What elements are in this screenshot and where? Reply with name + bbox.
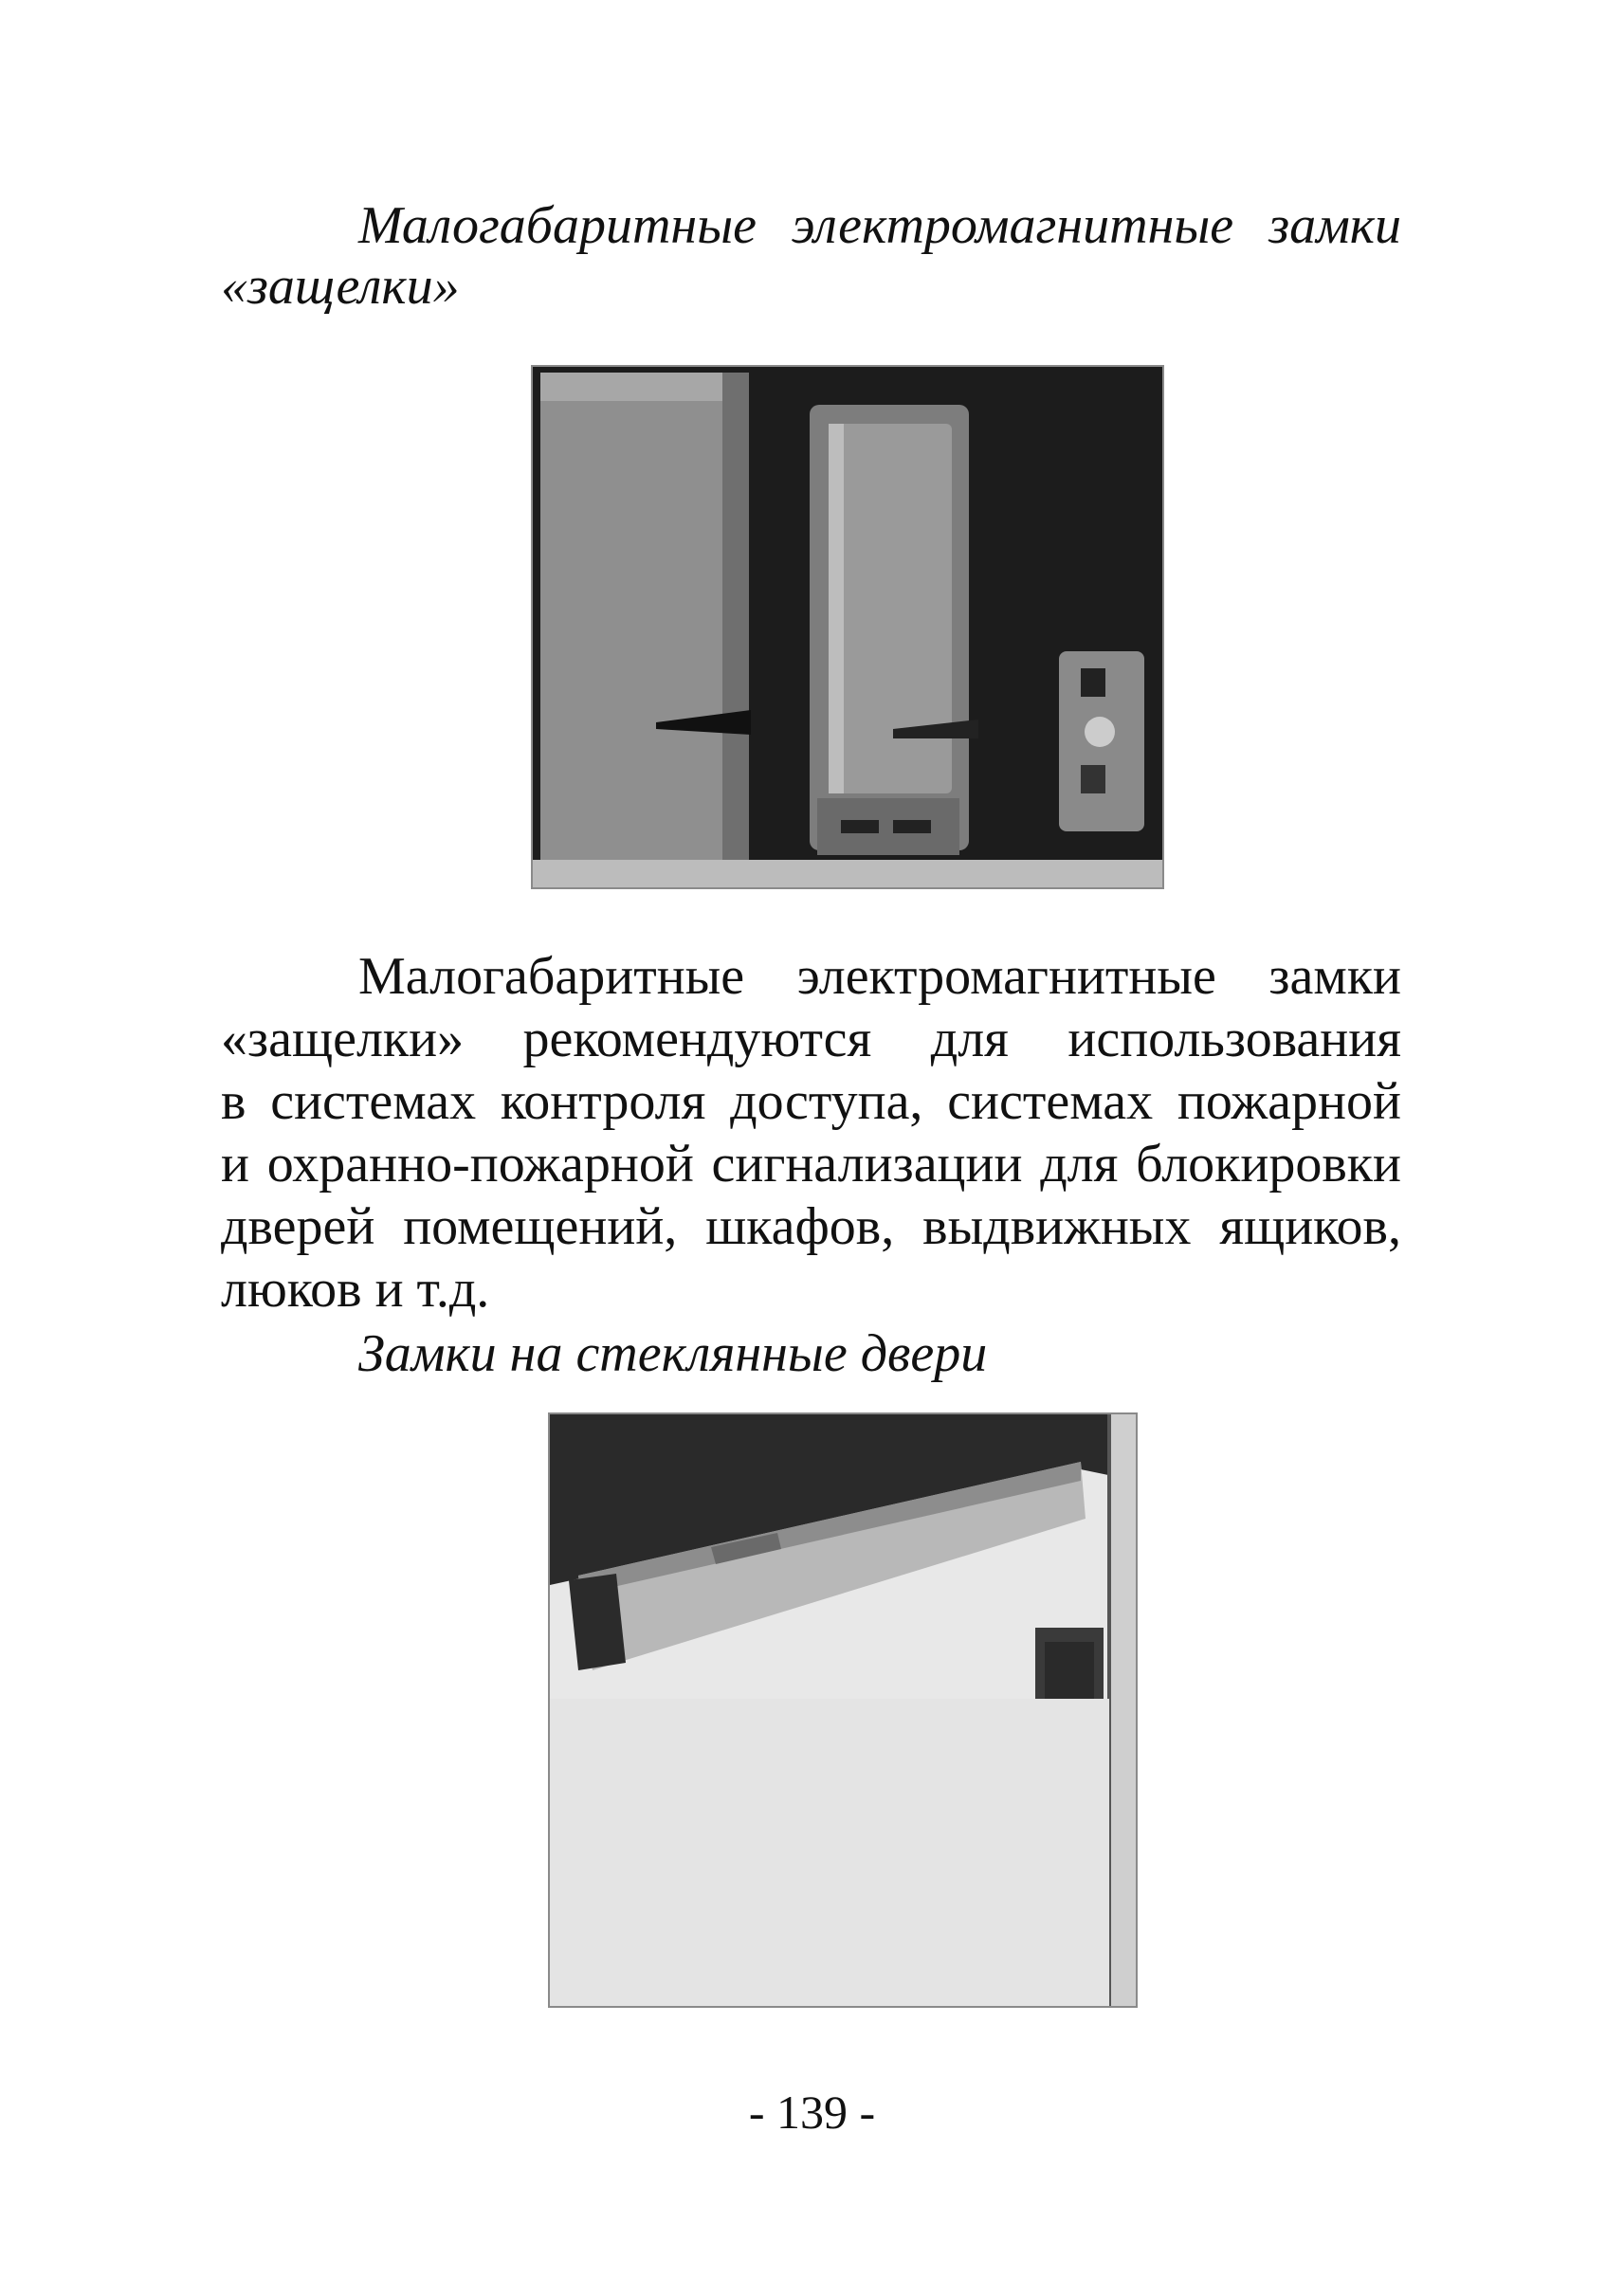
paragraph-word: системах [947, 1072, 1154, 1131]
heading-latch-locks-line-2: «защелки» [221, 257, 460, 316]
paragraph-word: системах [270, 1072, 477, 1131]
paragraph-line-1 [358, 946, 1401, 1007]
paragraph-word: помещений, [403, 1197, 678, 1256]
paragraph-word: «защелки» [221, 1010, 465, 1068]
paragraph-word: в [221, 1072, 246, 1131]
glass-door-lock-photo-image [550, 1414, 1136, 2006]
paragraph-word: выдвижных [922, 1197, 1192, 1256]
paragraph-word: доступа, [730, 1072, 923, 1131]
paragraph-word: сигнализации [711, 1135, 1023, 1194]
paragraph-word: для [1040, 1135, 1119, 1194]
paragraph-line-4 [221, 1134, 1401, 1194]
paragraph-word: использования [1067, 1010, 1401, 1068]
latch-lock-photo-image [533, 367, 1162, 887]
latch-lock-photo [531, 365, 1164, 889]
paragraph-word: пожарной [1177, 1072, 1401, 1131]
paragraph-word: электромагнитные [796, 947, 1216, 1006]
glass-door-lock-photo [548, 1412, 1138, 2008]
paragraph-word: шкафов, [705, 1197, 895, 1256]
page-number: - 139 - [748, 2086, 876, 2139]
paragraph-word: рекомендуются [522, 1010, 872, 1068]
paragraph-word: охранно-пожарной [266, 1135, 694, 1194]
paragraph-word: ящиков, [1219, 1197, 1401, 1256]
heading-word: Малогабаритные [358, 196, 757, 255]
paragraph-line-3 [221, 1071, 1401, 1132]
paragraph-word: для [930, 1010, 1009, 1068]
heading-word: электромагнитные [792, 196, 1234, 255]
paragraph-word: контроля [500, 1072, 706, 1131]
paragraph-word: дверей [221, 1197, 375, 1256]
paragraph-word: блокировки [1136, 1135, 1401, 1194]
heading-word: замки [1268, 196, 1401, 255]
paragraph-line-2 [221, 1009, 1401, 1069]
heading-glass-door-locks: Замки на стеклянные двери [358, 1324, 988, 1383]
paragraph-word: и [221, 1135, 249, 1194]
paragraph-line-5 [221, 1196, 1401, 1257]
paragraph-word: Малогабаритные [358, 947, 745, 1006]
paragraph-word: замки [1268, 947, 1401, 1006]
heading-latch-locks-line-1 [358, 195, 1401, 256]
paragraph-line-6: люков и т.д. [221, 1260, 490, 1319]
